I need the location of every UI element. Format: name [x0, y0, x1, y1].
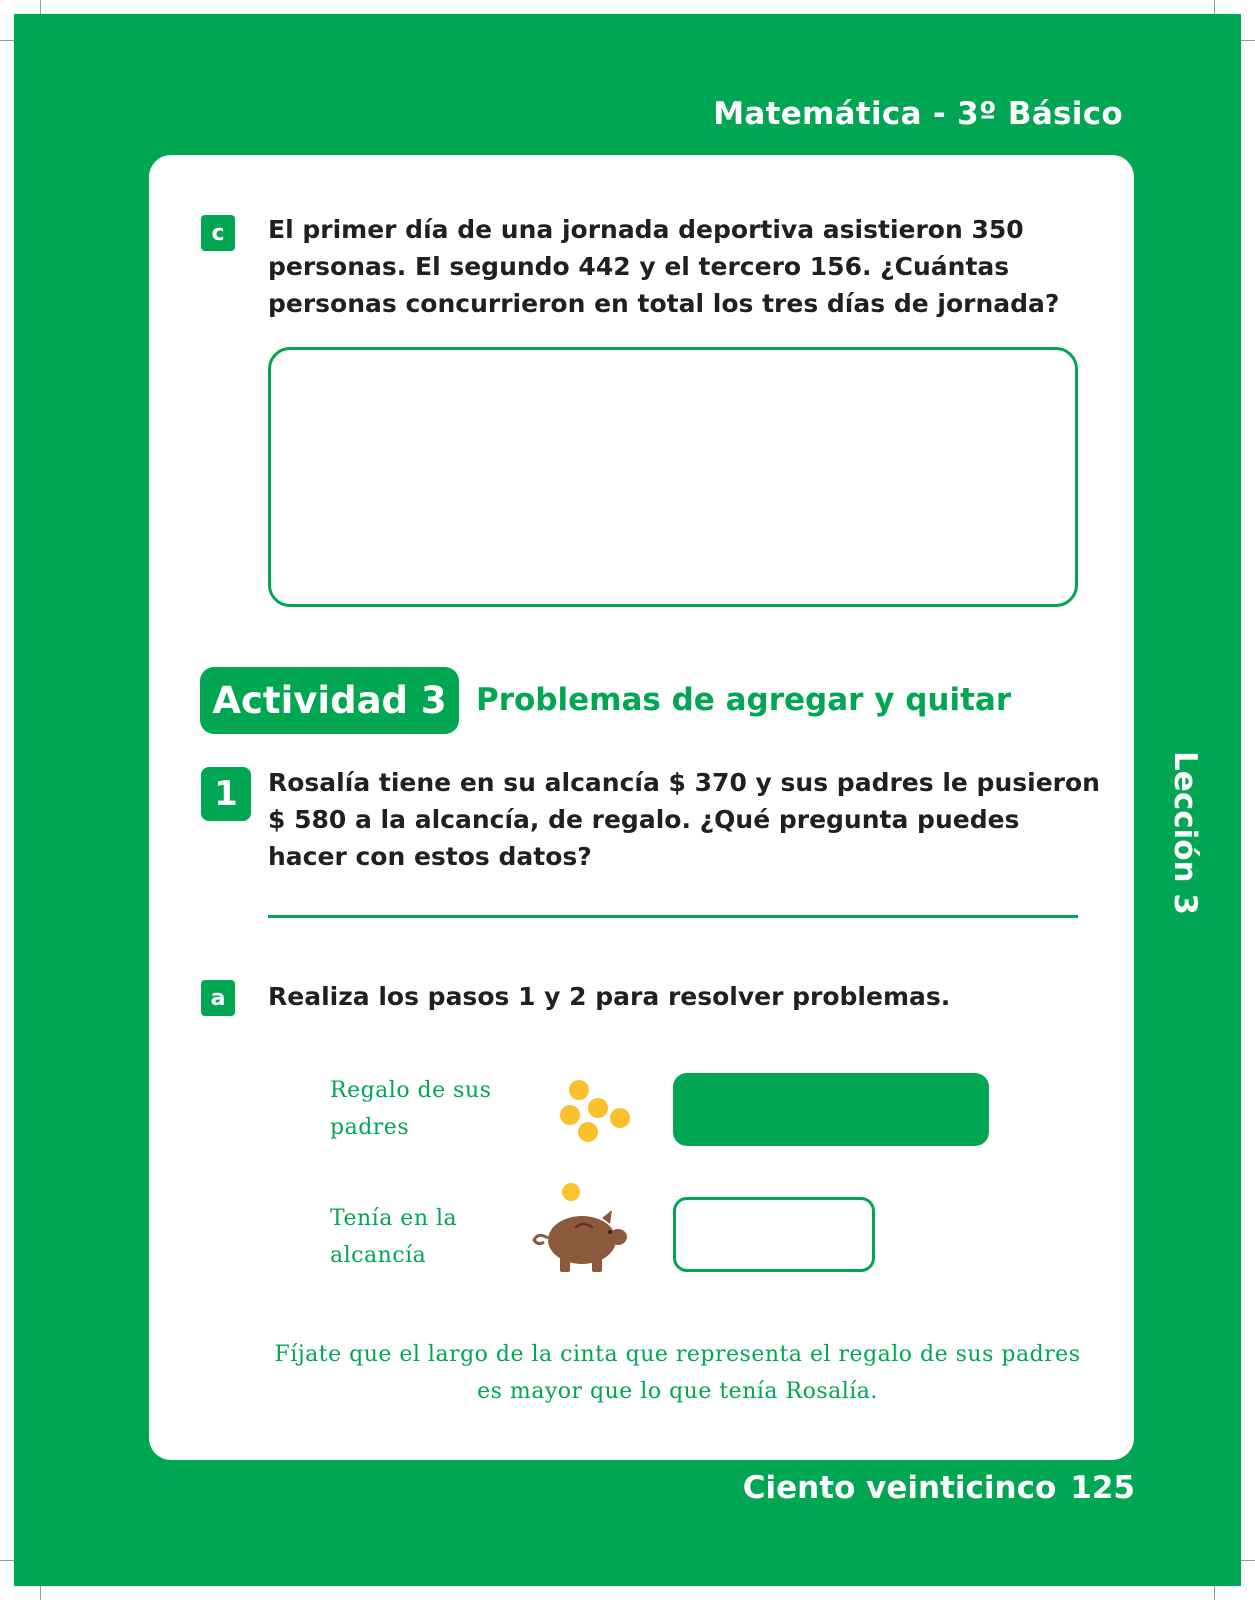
item-c-line-2: personas. El segundo 442 y el tercero 156. ¿Cuántas: [268, 252, 1010, 281]
hint-note: [220, 1336, 1135, 1410]
had-label-line-1: Tenía en la: [330, 1206, 458, 1231]
activity-badge: Actividad 3: [200, 667, 459, 734]
problem-1-line-3: hacer con estos datos?: [268, 842, 592, 871]
problem-1-answer-line[interactable]: [268, 915, 1078, 918]
lesson-side-label: Lección 3: [1167, 751, 1203, 915]
activity-title: Problemas de agregar y quitar: [476, 682, 1012, 718]
problem-1-question: [268, 764, 1100, 875]
hint-note-line-1: Fíjate que el largo de la cinta que representa el regalo de sus padres: [274, 1342, 1081, 1367]
had-label: [330, 1200, 457, 1274]
footer-page-words: Ciento veinticinco: [742, 1470, 1057, 1506]
coins-icon: [555, 1078, 635, 1143]
gift-tape-bar[interactable]: [673, 1073, 989, 1146]
item-c-question: [268, 211, 1059, 322]
gift-label: [330, 1072, 491, 1146]
item-c-answer-box[interactable]: [268, 347, 1078, 607]
had-label-line-2: alcancía: [330, 1243, 427, 1268]
item-a-badge: a: [201, 980, 235, 1016]
problem-1-badge: 1: [201, 767, 251, 821]
gift-label-line-1: Regalo de sus: [330, 1078, 492, 1103]
problem-1-line-2: $ 580 a la alcancía, de regalo. ¿Qué pregunta puedes: [268, 805, 1020, 834]
gift-label-line-2: padres: [330, 1115, 410, 1140]
page-header-title: Matemática - 3º Básico: [713, 96, 1123, 132]
problem-1-line-1: Rosalía tiene en su alcancía $ 370 y sus padres le pusieron: [268, 768, 1100, 797]
item-c-line-3: personas concurrieron en total los tres días de jornada?: [268, 289, 1060, 318]
item-c-line-1: El primer día de una jornada deportiva asistieron 350: [268, 215, 1024, 244]
hint-note-line-2: es mayor que lo que tenía Rosalía.: [477, 1379, 878, 1404]
page-number: 125: [1070, 1470, 1135, 1506]
page-footer: [743, 1470, 1135, 1506]
piggy-bank-icon: [530, 1182, 630, 1274]
item-a-instruction: Realiza los pasos 1 y 2 para resolver problemas.: [268, 982, 951, 1011]
had-tape-bar[interactable]: [673, 1197, 875, 1272]
item-c-badge: c: [201, 215, 235, 251]
